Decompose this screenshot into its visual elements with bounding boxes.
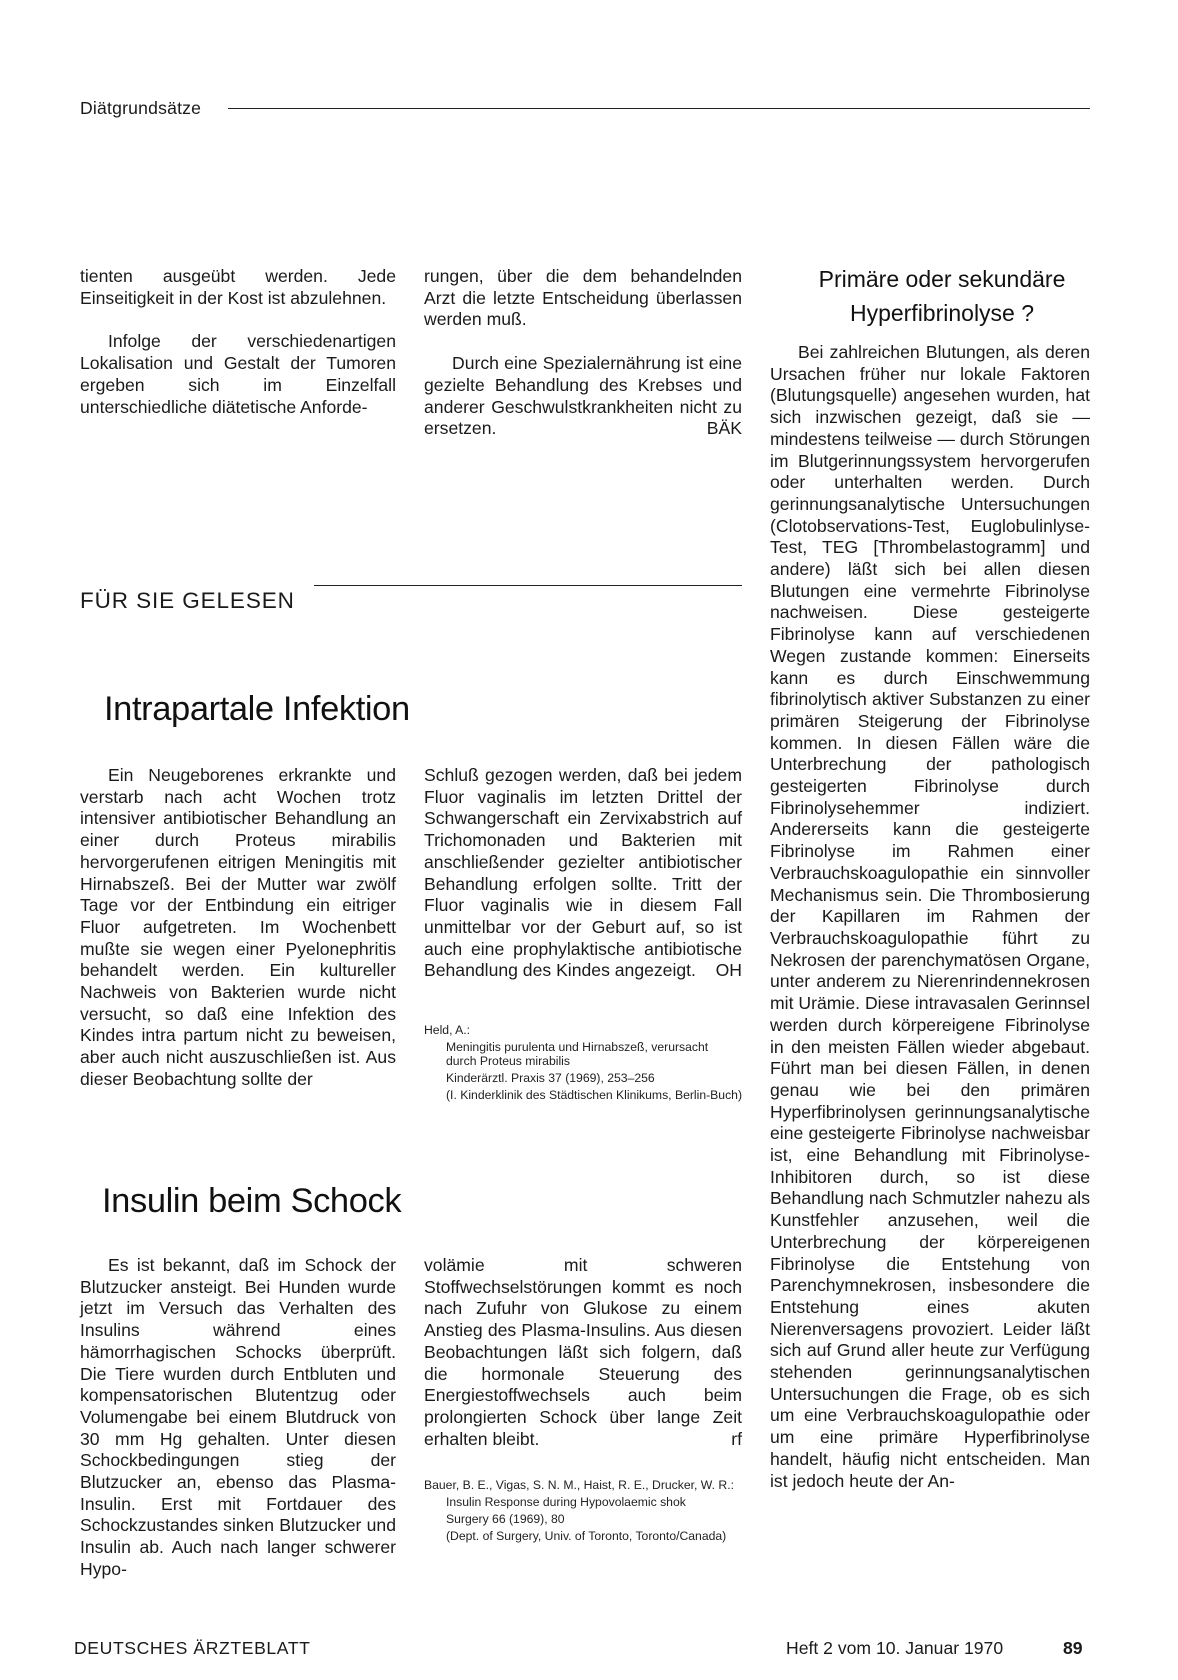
author-signature: rf xyxy=(731,1428,742,1449)
author-signature: OH xyxy=(715,960,742,981)
section-label: FÜR SIE GELESEN xyxy=(80,588,295,613)
footer-journal: DEUTSCHES ÄRZTEBLATT xyxy=(74,1638,311,1658)
reference-author: Held, A.: xyxy=(424,1023,471,1037)
article1-col1 xyxy=(80,765,396,1091)
reference-title: Insulin Response during Hypovolaemic shok xyxy=(446,1495,686,1509)
author-signature: BÄK xyxy=(706,418,742,439)
paragraph xyxy=(424,1255,742,1450)
reference-journal: Kinderärztl. Praxis 37 (1969), 253–256 xyxy=(446,1071,655,1085)
paragraph: Infolge der verschiedenartigen Lokalisation und Gestalt der Tumoren ergeben sich im Einzelfall unterschiedliche diätetische Anforde- xyxy=(80,331,396,417)
reference-institution: (Dept. of Surgery, Univ. of Toronto, Toronto/Canada) xyxy=(446,1529,727,1543)
article1-col2 xyxy=(424,765,742,982)
running-header: Diätgrundsätze xyxy=(80,98,202,118)
top-article-col2 xyxy=(424,266,742,440)
article2-reference xyxy=(424,1478,742,1546)
paragraph: tienten ausgeübt werden. Jede Einseitigkeit in der Kost ist abzulehnen. xyxy=(80,266,396,308)
reference-author: Bauer, B. E., Vigas, S. N. M., Haist, R. E., Drucker, W. R.: xyxy=(424,1478,734,1492)
top-article-col1 xyxy=(80,266,396,418)
footer-issue: Heft 2 vom 10. Januar 1970 xyxy=(786,1638,1004,1658)
page-number: 89 xyxy=(1063,1638,1083,1658)
article-title: Primäre oder sekundäre Hyperfibrinolyse ? xyxy=(818,266,1066,326)
article2-col2 xyxy=(424,1255,742,1450)
paragraph xyxy=(424,765,742,982)
article3-body xyxy=(770,342,1090,1492)
paragraph: rungen, über die dem behandelnden Arzt die letzte Entscheidung überlassen werden muß. xyxy=(424,266,742,330)
reference-institution: (I. Kinderklinik des Städtischen Klinikums, Berlin-Buch) xyxy=(446,1088,743,1102)
section-rule xyxy=(314,585,742,586)
paragraph: Bei zahlreichen Blutungen, als deren Ursachen früher nur lokale Faktoren (Blutungsquelle) angesehen wurden, hat sich inzwischen gezeigt, daß sie — mindestens teilweise — durch Störungen im Blutgerinnungssystem hervorgerufen oder unterhalten werden. Durch gerinnungsanalytische Untersuchungen (Clotobservations-Test, Euglobulinlyse-Test, TEG [Thrombelastogramm] und andere) läßt sich bei allen diesen Blutungen eine vermehrte Fibrinolyse nachweisen. Diese gesteigerte Fibrinolyse kann auf verschiedenen Wegen zustande kommen: Einerseits kann es durch Einschwemmung fibrinolytisch aktiver Substanzen zu einer primären Steigerung der Fibrinolyse kommen. In diesen Fällen wäre die Unterbrechung der pathologisch gesteigerten Fibrinolyse durch Fibrinolysehemmer indiziert. Andererseits kann die gesteigerte Fibrinolyse im Rahmen einer Verbrauchskoagulopathie ein sinnvoller Mechanismus sein. Die Thrombosierung der Kapillaren im Rahmen der Verbrauchskoagulopathie führt zu Nekrosen der parenchymatösen Organe, unter anderem zu Nierenrindennekrosen mit Urämie. Diese intravasalen Gerinnsel werden durch körpereigene Fibrinolyse in den meisten Fällen wieder abgebaut. Führt man bei diesen Fällen, in denen genau wie bei den primären Hyperfibrinolysen gerinnungsanalytische eine gesteigerte Fibrinolyse nachweisbar ist, eine Behandlung mit Fibrinolyse-Inhibitoren durch, so ist diese Behandlung nach Schmutzler nahezu als Kunstfehler anzusehen, weil die Unterbrechung der körpereigenen Fibrinolyse die Entstehung von Parenchymnekrosen, insbesondere die Entstehung eines akuten Nierenversagens provoziert. Leider läßt sich auf Grund aller heute zur Verfügung stehenden gerinnungsanalytischen Untersuchungen die Frage, ob es sich um eine Verbrauchskoagulopathie oder um eine primäre Hyperfibrinolyse handelt, häufig nicht entscheiden. Man ist jedoch heute der An- xyxy=(770,342,1090,1491)
header-rule xyxy=(228,108,1090,109)
reference-journal: Surgery 66 (1969), 80 xyxy=(446,1512,565,1526)
article-title: Insulin beim Schock xyxy=(102,1182,402,1220)
article-title: Intrapartale Infektion xyxy=(104,690,410,728)
paragraph xyxy=(424,353,742,440)
paragraph-text: volämie mit schweren Stoffwechselstörungen kommt es noch nach Zufuhr von Glukose zu einem Anstieg des Plasma-Insulins. Aus diesen Beobachtungen läßt sich folgern, daß die hormonale Steuerung des Energiestoffwechsels auch beim prolongierten Schock über lange Zeit erhalten bleibt. xyxy=(424,1255,742,1449)
paragraph: Es ist bekannt, daß im Schock der Blutzucker ansteigt. Bei Hunden wurde jetzt im Versuch das Verhalten des Insulins während eines hämorrhagischen Schocks überprüft. Die Tiere wurden durch Entbluten und kompensatorischen Blutentzug oder Volumengabe bei einem Blutdruck von 30 mm Hg gehalten. Unter diesen Schockbedingungen stieg der Blutzucker an, ebenso das Plasma-Insulin. Erst mit Fortdauer des Schockzustandes sinken Blutzucker und Insulin ab. Auch nach langer schwerer Hypo- xyxy=(80,1255,396,1579)
paragraph: Ein Neugeborenes erkrankte und verstarb nach acht Wochen trotz intensiver antibiotischer Behandlung an einer durch Proteus mirabilis hervorgerufenen eitrigen Meningitis mit Hirnabszeß. Bei der Mutter war zwölf Tage vor der Entbindung ein eitriger Fluor aufgetreten. Im Wochenbett mußte sie wegen einer Pyelonephritis behandelt werden. Ein kultureller Nachweis von Bakterien wurde nicht versucht, so daß eine Infektion des Kindes intra partum nicht zu beweisen, aber auch nicht auszuschließen ist. Aus dieser Beobachtung sollte der xyxy=(80,765,396,1089)
article2-col1 xyxy=(80,1255,396,1581)
paragraph-text: Schluß gezogen werden, daß bei jedem Fluor vaginalis im letzten Drittel der Schwangerschaft ein Zervixabstrich auf Trichomonaden und Bakterien mit anschließender gezielter antibiotischer Behandlung erfolgen sollte. Tritt der Fluor vaginalis wie in diesem Fall unmittelbar vor der Geburt auf, so ist auch eine prophylaktische antibiotische Behandlung des Kindes angezeigt. xyxy=(424,765,742,981)
article1-reference xyxy=(424,1023,742,1105)
paragraph-text: Durch eine Spezialernährung ist eine gezielte Behandlung des Krebses und anderer Geschwulstkrankheiten nicht zu ersetzen. xyxy=(424,353,742,439)
reference-title: Meningitis purulenta und Hirnabszeß, verursacht durch Proteus mirabilis xyxy=(446,1040,709,1068)
